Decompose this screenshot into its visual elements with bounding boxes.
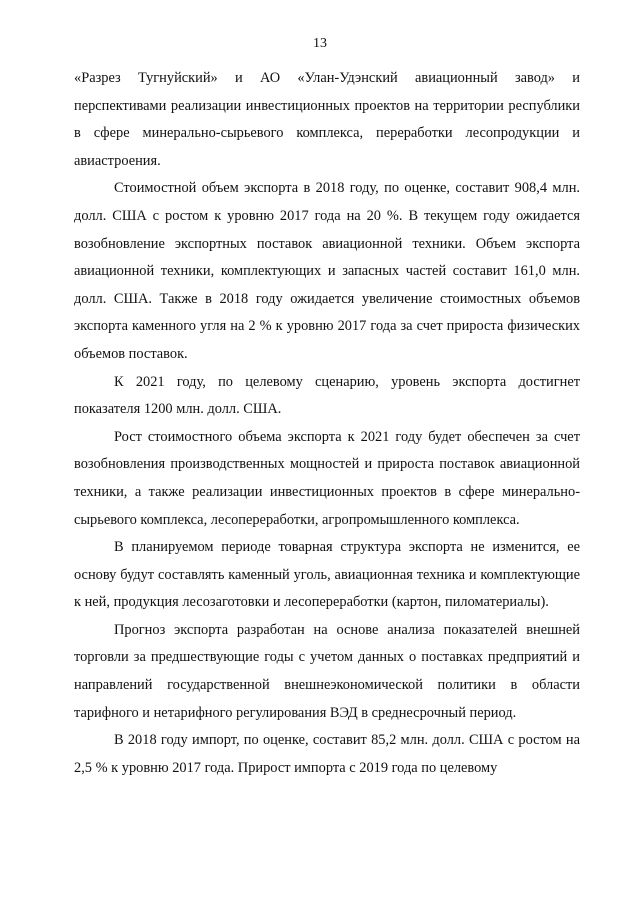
document-body <box>74 65 580 782</box>
paragraph-export-2018: Стоимостной объем экспорта в 2018 году, по оценке, составит 908,4 млн. долл. США с ростом к уровню 2017 года на 20 %. В текущем году ожидается возобновление экспортных поставок авиационной техники. Объем экспорта авиационной техники, комплектующих и запасных частей составит 161,0 млн. долл. США. Также в 2018 году ожидается увеличение стоимостных объемов экспорта каменного угля на 2 % к уровню 2017 года за счет прироста физических объемов поставок. <box>74 180 580 362</box>
page-number: 13 <box>313 36 327 51</box>
paragraph-export-2021-target: К 2021 году, по целевому сценарию, уровень экспорта достигнет показателя 1200 млн. долл. США. <box>74 373 580 418</box>
paragraph-import-2018: В 2018 году импорт, по оценке, составит 85,2 млн. долл. США с ростом на 2,5 % к уровню 2017 года. Прирост импорта с 2019 года по целевому <box>74 732 580 776</box>
paragraph-continuation: «Разрез Тугнуйский» и АО «Улан-Удэнский авиационный завод» и перспективами реализации инвестиционных проектов на территории республики в сфере минерально-сырьевого комплекса, переработки лесопродукции и авиастроения. <box>74 70 580 169</box>
paragraph-export-growth: Рост стоимостного объема экспорта к 2021 году будет обеспечен за счет возобновления производственных мощностей и прироста поставок авиационной техники, а также реализации инвестиционных проектов в сфере минерально-сырьевого комплекса, лесопереработки, агропромышленного комплекса. <box>74 428 580 528</box>
paragraph-export-structure: В планируемом периоде товарная структура экспорта не изменится, ее основу будут составлять каменный уголь, авиационная техника и комплектующие к ней, продукция лесозаготовки и лесопереработки (картон, пиломатериалы). <box>74 539 580 611</box>
paragraph-export-forecast-method: Прогноз экспорта разработан на основе анализа показателей внешней торговли за предшествующие годы с учетом данных о поставках предприятий и направлений государственной внешнеэкономической политики в области тарифного и нетарифного регулирования ВЭД в среднесрочный период. <box>74 621 580 721</box>
